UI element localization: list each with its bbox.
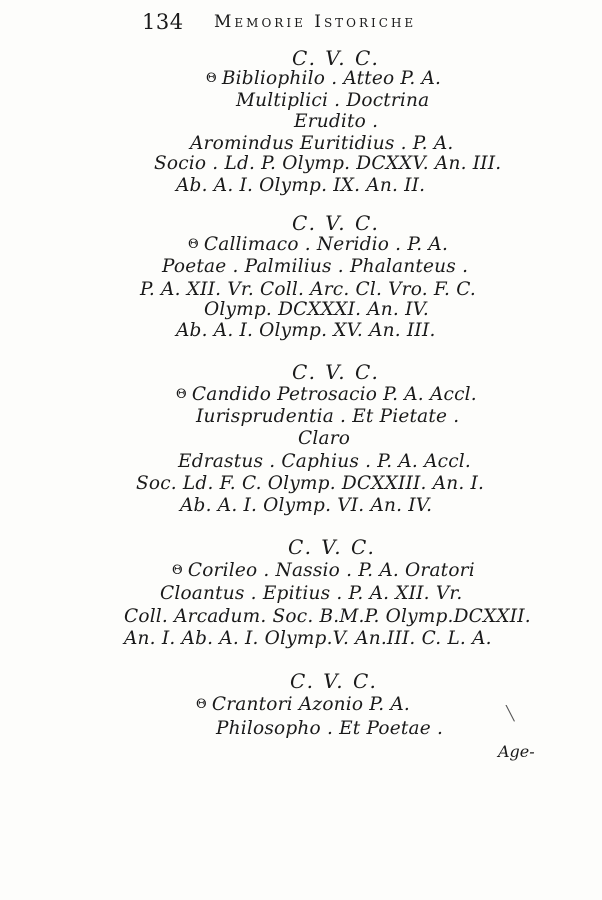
entry-line: Cloantus . Epitius . P. A. XII. Vr. bbox=[160, 583, 463, 604]
entry-line: Socio . Ld. P. Olymp. DCXXV. An. III. bbox=[154, 153, 502, 174]
ink-mark: ╲ bbox=[506, 706, 515, 722]
entry-line: Erudito . bbox=[294, 111, 379, 132]
entry-line-text: Candido Petrosacio P. A. Accl. bbox=[191, 384, 477, 405]
entry-line: Iurisprudentia . Et Pietate . bbox=[196, 406, 460, 427]
page-number: 134 bbox=[142, 10, 184, 34]
theta-mark: Θ bbox=[188, 237, 199, 252]
entry-line: Ab. A. I. Olymp. IX. An. II. bbox=[176, 175, 426, 196]
entry-line: Multiplici . Doctrina bbox=[236, 90, 430, 111]
entry-line: Coll. Arcadum. Soc. B.M.P. Olymp.DCXXII. bbox=[124, 606, 531, 627]
entry-line: Claro bbox=[298, 428, 351, 449]
entry-heading: C. V. C. bbox=[292, 211, 380, 235]
entry-line bbox=[196, 694, 410, 716]
entry-line: Philosopho . Et Poetae . bbox=[216, 718, 444, 739]
entry-line: Ab. A. I. Olymp. XV. An. III. bbox=[176, 320, 436, 341]
entry-line bbox=[206, 68, 441, 90]
entry-line: Edrastus . Caphius . P. A. Accl. bbox=[178, 451, 471, 472]
entry-line-text: Crantori Azonio P. A. bbox=[211, 694, 411, 715]
theta-mark: Θ bbox=[196, 697, 207, 712]
running-head: Memorie Istoriche bbox=[214, 12, 417, 32]
catchword: Age- bbox=[498, 742, 535, 761]
entry-line: Soc. Ld. F. C. Olymp. DCXXIII. An. I. bbox=[136, 473, 485, 494]
entry-line: Olymp. DCXXXI. An. IV. bbox=[204, 299, 429, 320]
entry-heading: C. V. C. bbox=[290, 669, 378, 693]
theta-mark: Θ bbox=[206, 71, 217, 86]
theta-mark: Θ bbox=[172, 563, 183, 578]
entry-line: P. A. XII. Vr. Coll. Arc. Cl. Vro. F. C. bbox=[140, 279, 476, 300]
entry-line: Ab. A. I. Olymp. VI. An. IV. bbox=[180, 495, 433, 516]
page-header bbox=[142, 10, 472, 38]
entry-line bbox=[176, 384, 477, 406]
entry-line-text: Corileo . Nassio . P. A. Oratori bbox=[187, 560, 475, 581]
entry-line: An. I. Ab. A. I. Olymp.V. An.III. C. L. A. bbox=[124, 628, 492, 649]
entry-heading: C. V. C. bbox=[292, 46, 380, 70]
entry-line: Aromindus Euritidius . P. A. bbox=[190, 133, 454, 154]
entry-line: Poetae . Palmilius . Phalanteus . bbox=[162, 256, 469, 277]
entry-line-text: Bibliophilo . Atteo P. A. bbox=[221, 68, 442, 89]
entry-line bbox=[188, 234, 448, 256]
theta-mark: Θ bbox=[176, 387, 187, 402]
entry-line-text: Callimaco . Neridio . P. A. bbox=[203, 234, 449, 255]
entry-heading: C. V. C. bbox=[288, 535, 376, 559]
entry-line bbox=[172, 560, 475, 582]
entry-heading: C. V. C. bbox=[292, 360, 380, 384]
